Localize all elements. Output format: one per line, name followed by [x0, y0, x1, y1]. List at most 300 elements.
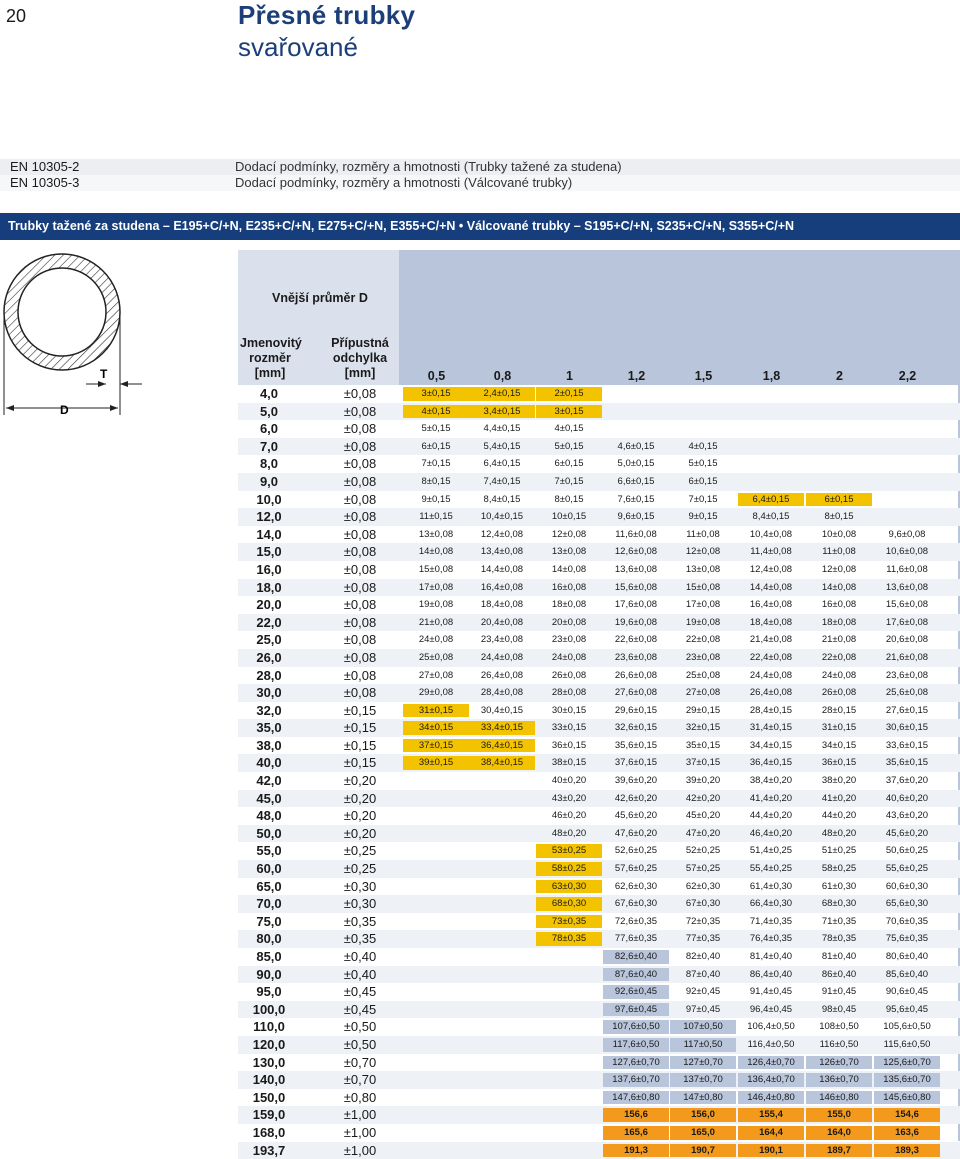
- inner-diameter-cell: 155,4: [738, 1108, 804, 1122]
- tolerance-value: ±0,25: [343, 861, 377, 877]
- inner-diameter-cell: 7,6±0,15: [617, 493, 655, 505]
- nominal-size: 55,0: [256, 843, 282, 859]
- inner-diameter-cell: 66,4±0,30: [749, 898, 793, 910]
- inner-diameter-cell: 51,4±0,25: [749, 845, 793, 857]
- nominal-size: 130,0: [252, 1054, 286, 1070]
- inner-diameter-cell: 72,6±0,35: [614, 915, 658, 927]
- tolerance-value: ±0,20: [343, 790, 377, 806]
- nominal-size: 150,0: [252, 1089, 286, 1105]
- inner-diameter-cell: 60,6±0,30: [885, 880, 929, 892]
- inner-diameter-cell: 32±0,15: [685, 722, 721, 734]
- inner-diameter-cell: 92±0,45: [685, 986, 721, 998]
- inner-diameter-cell: 6±0,15: [806, 493, 872, 507]
- table-row: [238, 614, 960, 632]
- inner-diameter-cell: 136,4±0,70: [738, 1073, 804, 1087]
- inner-diameter-cell: 145,6±0,80: [874, 1091, 940, 1105]
- nominal-size: 22,0: [256, 614, 282, 630]
- inner-diameter-cell: 27,6±0,08: [614, 687, 658, 699]
- inner-diameter-cell: 14,4±0,08: [480, 563, 524, 575]
- page-subtitle: svařované: [238, 32, 358, 62]
- inner-diameter-cell: 57±0,25: [685, 863, 721, 875]
- nominal-size: 38,0: [256, 737, 282, 753]
- inner-diameter-cell: 13±0,08: [685, 563, 721, 575]
- inner-diameter-cell: 12±0,08: [685, 546, 721, 558]
- nominal-size: 7,0: [259, 438, 279, 454]
- tolerance-value: ±0,08: [343, 632, 377, 648]
- inner-diameter-cell: 8,4±0,15: [483, 493, 521, 505]
- inner-diameter-cell: 9,6±0,08: [888, 528, 926, 540]
- inner-diameter-cell: 108±0,50: [819, 1021, 859, 1033]
- inner-diameter-cell: 32,6±0,15: [614, 722, 658, 734]
- inner-diameter-cell: 8±0,15: [554, 493, 584, 505]
- inner-diameter-cell: 77±0,35: [685, 933, 721, 945]
- table-row: [238, 684, 960, 702]
- tolerance-value: ±0,08: [343, 386, 377, 401]
- inner-diameter-cell: 127±0,70: [670, 1056, 736, 1070]
- inner-diameter-cell: 90,6±0,45: [885, 986, 929, 998]
- tolerance-value: ±0,20: [343, 825, 377, 841]
- inner-diameter-cell: 9±0,15: [421, 493, 451, 505]
- nominal-size: 5,0: [259, 403, 279, 419]
- inner-diameter-cell: 42,6±0,20: [614, 792, 658, 804]
- inner-diameter-cell: 27,6±0,15: [885, 704, 929, 716]
- inner-diameter-cell: 35,6±0,15: [885, 757, 929, 769]
- inner-diameter-cell: 147,6±0,80: [603, 1091, 669, 1105]
- inner-diameter-cell: 107,6±0,50: [603, 1020, 669, 1034]
- inner-diameter-cell: 117,6±0,50: [603, 1038, 669, 1052]
- inner-diameter-cell: 71,4±0,35: [749, 915, 793, 927]
- standard-row: [0, 159, 960, 175]
- nominal-size: 15,0: [256, 544, 282, 560]
- inner-diameter-cell: 13±0,08: [551, 546, 587, 558]
- inner-diameter-cell: 126,4±0,70: [738, 1056, 804, 1070]
- inner-diameter-cell: 22±0,08: [821, 651, 857, 663]
- nominal-size: 16,0: [256, 561, 282, 577]
- inner-diameter-cell: 21±0,08: [418, 616, 454, 628]
- inner-diameter-cell: 63±0,30: [536, 880, 602, 894]
- nominal-size: 18,0: [256, 579, 282, 595]
- tolerance-value: ±0,50: [343, 1036, 377, 1052]
- inner-diameter-cell: 10±0,08: [821, 528, 857, 540]
- inner-diameter-cell: 35,6±0,15: [614, 739, 658, 751]
- inner-diameter-cell: 14±0,08: [551, 563, 587, 575]
- inner-diameter-cell: 165,6: [603, 1126, 669, 1140]
- inner-diameter-cell: 190,1: [738, 1144, 804, 1158]
- tolerance-value: ±0,40: [343, 949, 377, 964]
- inner-diameter-cell: 33,4±0,15: [469, 721, 535, 735]
- tolerance-value: ±0,08: [343, 438, 377, 454]
- inner-diameter-cell: 22±0,08: [685, 634, 721, 646]
- inner-diameter-cell: 29±0,15: [685, 704, 721, 716]
- table-row: [238, 895, 960, 913]
- table-row: [238, 526, 960, 544]
- inner-diameter-cell: 7±0,15: [554, 475, 584, 487]
- table-row: [238, 930, 960, 948]
- tolerance-value: ±1,00: [343, 1124, 377, 1140]
- inner-diameter-cell: 8±0,15: [824, 511, 854, 523]
- inner-diameter-cell: 44,4±0,20: [749, 810, 793, 822]
- inner-diameter-cell: 24±0,08: [418, 634, 454, 646]
- dimension-table: [238, 385, 960, 1159]
- table-row: [238, 473, 960, 491]
- inner-diameter-cell: 24±0,08: [821, 669, 857, 681]
- inner-diameter-cell: 23,4±0,08: [480, 634, 524, 646]
- tolerance-value: ±0,15: [343, 702, 377, 718]
- inner-diameter-cell: 87±0,40: [685, 968, 721, 980]
- tolerance-value: ±0,08: [343, 544, 377, 560]
- column-header-tolerance: Přípustná odchylka [mm]: [331, 336, 389, 380]
- standard-code: EN 10305-2: [10, 159, 80, 174]
- inner-diameter-cell: 10,6±0,08: [885, 546, 929, 558]
- inner-diameter-cell: 19±0,08: [418, 599, 454, 611]
- inner-diameter-cell: 14±0,08: [821, 581, 857, 593]
- tolerance-value: ±0,40: [343, 966, 377, 982]
- nominal-size: 80,0: [256, 931, 282, 947]
- inner-diameter-cell: 34±0,15: [403, 721, 469, 735]
- inner-diameter-cell: 68±0,30: [536, 897, 602, 911]
- inner-diameter-cell: 28±0,15: [821, 704, 857, 716]
- inner-diameter-cell: 6,4±0,15: [738, 493, 804, 507]
- standard-row: [0, 175, 960, 191]
- inner-diameter-cell: 52±0,25: [685, 845, 721, 857]
- inner-diameter-cell: 45,6±0,20: [614, 810, 658, 822]
- inner-diameter-cell: 17,6±0,08: [614, 599, 658, 611]
- table-row: [238, 420, 960, 438]
- inner-diameter-cell: 17±0,08: [418, 581, 454, 593]
- inner-diameter-cell: 164,0: [806, 1126, 872, 1140]
- inner-diameter-cell: 67±0,30: [685, 898, 721, 910]
- inner-diameter-cell: 18±0,08: [551, 599, 587, 611]
- inner-diameter-cell: 6±0,15: [554, 458, 584, 470]
- inner-diameter-cell: 31±0,15: [403, 704, 469, 718]
- inner-diameter-cell: 75,6±0,35: [885, 933, 929, 945]
- tolerance-value: ±0,20: [343, 808, 377, 824]
- nominal-size: 30,0: [256, 685, 282, 701]
- tolerance-value: ±0,08: [343, 561, 377, 577]
- inner-diameter-cell: 26±0,08: [551, 669, 587, 681]
- inner-diameter-cell: 189,7: [806, 1144, 872, 1158]
- tolerance-value: ±0,20: [343, 773, 377, 789]
- inner-diameter-cell: 8±0,15: [421, 475, 451, 487]
- tube-cross-section-diagram: [0, 250, 150, 425]
- nominal-size: 6,0: [259, 421, 279, 437]
- table-row: [238, 983, 960, 1001]
- inner-diameter-cell: 78±0,35: [536, 932, 602, 946]
- inner-diameter-cell: 51±0,25: [821, 845, 857, 857]
- table-row: [238, 403, 960, 421]
- standard-code: EN 10305-3: [10, 175, 80, 190]
- inner-diameter-cell: 6±0,15: [688, 475, 718, 487]
- nominal-size: 75,0: [256, 913, 282, 929]
- tolerance-value: ±0,08: [343, 649, 377, 665]
- table-row: [238, 667, 960, 685]
- inner-diameter-cell: 12±0,08: [551, 528, 587, 540]
- inner-diameter-cell: 61,4±0,30: [749, 880, 793, 892]
- tolerance-value: ±0,30: [343, 896, 377, 912]
- inner-diameter-cell: 48±0,20: [551, 827, 587, 839]
- inner-diameter-cell: 10,4±0,08: [749, 528, 793, 540]
- inner-diameter-cell: 91±0,45: [821, 986, 857, 998]
- table-row: [238, 649, 960, 667]
- inner-diameter-cell: 12,4±0,08: [749, 563, 793, 575]
- inner-diameter-cell: 27±0,08: [685, 687, 721, 699]
- inner-diameter-cell: 22,4±0,08: [749, 651, 793, 663]
- nominal-size: 90,0: [256, 966, 282, 982]
- inner-diameter-cell: 67,6±0,30: [614, 898, 658, 910]
- inner-diameter-cell: 55,6±0,25: [885, 863, 929, 875]
- nominal-size: 110,0: [253, 1019, 285, 1035]
- tolerance-value: ±0,08: [343, 579, 377, 595]
- inner-diameter-cell: 29±0,08: [418, 687, 454, 699]
- tolerance-value: ±0,08: [343, 473, 377, 489]
- inner-diameter-cell: 137,6±0,70: [603, 1073, 669, 1087]
- inner-diameter-cell: 28,4±0,08: [480, 687, 524, 699]
- inner-diameter-cell: 147±0,80: [670, 1091, 736, 1105]
- wall-thickness-header: 2,2: [898, 369, 917, 383]
- inner-diameter-cell: 12,6±0,08: [614, 546, 658, 558]
- tolerance-value: ±0,15: [343, 737, 377, 753]
- wall-thickness-header: 1: [566, 369, 573, 383]
- table-row: [238, 1036, 960, 1054]
- inner-diameter-cell: 126±0,70: [806, 1056, 872, 1070]
- table-row: [238, 719, 960, 737]
- inner-diameter-cell: 24,4±0,08: [749, 669, 793, 681]
- table-row: [238, 1071, 960, 1089]
- nominal-size: 40,0: [256, 755, 282, 771]
- nominal-size: 140,0: [252, 1072, 286, 1088]
- material-banner: Trubky tažené za studena – E195+C/+N, E235+C/+N, E275+C/+N, E355+C/+N • Válcované trubky – S195+C/+N, S235+C/+N, S355+C/+N: [0, 213, 960, 240]
- table-row: [238, 772, 960, 790]
- inner-diameter-cell: 78±0,35: [821, 933, 857, 945]
- inner-diameter-cell: 52,6±0,25: [614, 845, 658, 857]
- table-row: [238, 508, 960, 526]
- nominal-size: 45,0: [256, 790, 282, 806]
- inner-diameter-cell: 41,4±0,20: [749, 792, 793, 804]
- tolerance-value: ±0,15: [343, 720, 377, 736]
- inner-diameter-cell: 14±0,08: [418, 546, 454, 558]
- inner-diameter-cell: 7±0,15: [688, 493, 718, 505]
- inner-diameter-cell: 33±0,15: [551, 722, 587, 734]
- tolerance-value: ±0,08: [343, 509, 377, 525]
- inner-diameter-cell: 16±0,08: [821, 599, 857, 611]
- inner-diameter-cell: 38,4±0,20: [749, 775, 793, 787]
- nominal-size: 35,0: [256, 720, 282, 736]
- inner-diameter-cell: 2,4±0,15: [469, 387, 535, 401]
- inner-diameter-cell: 70,6±0,35: [885, 915, 929, 927]
- inner-diameter-cell: 37,6±0,20: [885, 775, 929, 787]
- inner-diameter-cell: 38±0,20: [821, 775, 857, 787]
- inner-diameter-cell: 81±0,40: [821, 951, 857, 962]
- inner-diameter-cell: 165,0: [670, 1126, 736, 1140]
- inner-diameter-cell: 40±0,20: [551, 775, 587, 787]
- nominal-size: 159,0: [252, 1107, 286, 1123]
- inner-diameter-cell: 9,6±0,15: [617, 511, 655, 523]
- nominal-size: 9,0: [259, 473, 279, 489]
- tolerance-value: ±0,08: [343, 597, 377, 613]
- inner-diameter-cell: 116,4±0,50: [747, 1038, 795, 1050]
- inner-diameter-cell: 57,6±0,25: [614, 863, 658, 875]
- table-row: [238, 842, 960, 860]
- inner-diameter-cell: 4±0,15: [688, 440, 718, 452]
- inner-diameter-cell: 5,0±0,15: [617, 458, 655, 470]
- inner-diameter-cell: 44±0,20: [821, 810, 857, 822]
- inner-diameter-cell: 72±0,35: [685, 915, 721, 927]
- inner-diameter-cell: 87,6±0,40: [603, 968, 669, 982]
- inner-diameter-cell: 22,6±0,08: [614, 634, 658, 646]
- tolerance-value: ±0,70: [343, 1072, 377, 1088]
- inner-diameter-cell: 21,6±0,08: [885, 651, 929, 663]
- table-row: [238, 807, 960, 825]
- inner-diameter-cell: 95,6±0,45: [885, 1003, 929, 1015]
- tolerance-value: ±0,50: [343, 1019, 377, 1035]
- inner-diameter-cell: 16,4±0,08: [480, 581, 524, 593]
- inner-diameter-cell: 4,6±0,15: [617, 440, 655, 452]
- inner-diameter-cell: 46±0,20: [551, 810, 587, 822]
- inner-diameter-cell: 7,4±0,15: [483, 475, 521, 487]
- nominal-size: 4,0: [259, 386, 279, 401]
- inner-diameter-cell: 30,6±0,15: [885, 722, 929, 734]
- tolerance-value: ±0,08: [343, 685, 377, 701]
- inner-diameter-cell: 85,6±0,40: [885, 968, 929, 980]
- tolerance-value: ±0,08: [343, 456, 377, 472]
- tube-bore-shape: [18, 268, 106, 356]
- page-title: Přesné trubky: [238, 0, 416, 30]
- inner-diameter-cell: 37±0,15: [685, 757, 721, 769]
- tolerance-value: ±0,08: [343, 421, 377, 437]
- inner-diameter-cell: 31,4±0,15: [749, 722, 793, 734]
- table-row: [238, 385, 960, 403]
- tolerance-value: ±0,08: [343, 526, 377, 542]
- wall-thickness-header: 2: [836, 369, 843, 383]
- inner-diameter-cell: 33,6±0,15: [885, 739, 929, 751]
- inner-diameter-cell: 4±0,15: [554, 423, 584, 435]
- inner-diameter-cell: 82,6±0,40: [603, 950, 669, 964]
- inner-diameter-cell: 86,4±0,40: [749, 968, 793, 980]
- standard-description: Dodací podmínky, rozměry a hmotnosti (Válcované trubky): [235, 175, 573, 190]
- inner-diameter-cell: 92,6±0,45: [603, 985, 669, 999]
- inner-diameter-cell: 86±0,40: [821, 968, 857, 980]
- inner-diameter-cell: 156,0: [670, 1108, 736, 1122]
- inner-diameter-cell: 73±0,35: [536, 915, 602, 929]
- inner-diameter-cell: 71±0,35: [821, 915, 857, 927]
- inner-diameter-cell: 36,4±0,15: [469, 739, 535, 753]
- inner-diameter-cell: 91,4±0,45: [749, 986, 793, 998]
- inner-diameter-cell: 2±0,15: [536, 387, 602, 401]
- inner-diameter-cell: 30,4±0,15: [480, 704, 524, 716]
- nominal-size: 50,0: [256, 825, 282, 841]
- inner-diameter-cell: 6,4±0,15: [483, 458, 521, 470]
- inner-diameter-cell: 23±0,08: [685, 651, 721, 663]
- nominal-size: 193,7: [252, 1142, 286, 1158]
- tolerance-value: ±0,15: [343, 755, 377, 771]
- inner-diameter-cell: 3,4±0,15: [469, 405, 535, 419]
- inner-diameter-cell: 28±0,08: [551, 687, 587, 699]
- inner-diameter-cell: 39±0,20: [685, 775, 721, 787]
- inner-diameter-cell: 21,4±0,08: [749, 634, 793, 646]
- inner-diameter-cell: 21±0,08: [821, 634, 857, 646]
- inner-diameter-cell: 27±0,08: [418, 669, 454, 681]
- inner-diameter-cell: 37±0,15: [403, 739, 469, 753]
- inner-diameter-cell: 25±0,08: [685, 669, 721, 681]
- inner-diameter-cell: 191,3: [603, 1144, 669, 1158]
- table-row: [238, 913, 960, 931]
- table-row: [238, 1089, 960, 1107]
- inner-diameter-cell: 13,4±0,08: [480, 546, 524, 558]
- inner-diameter-cell: 20±0,08: [551, 616, 587, 628]
- column-header-nominal: Jmenovitý rozměr [mm]: [240, 336, 302, 380]
- tolerance-value: ±1,00: [343, 1107, 377, 1123]
- table-row: [238, 825, 960, 843]
- inner-diameter-cell: 23±0,08: [551, 634, 587, 646]
- inner-diameter-cell: 30±0,15: [551, 704, 587, 716]
- table-row: [238, 438, 960, 456]
- nominal-size: 100,0: [252, 1001, 286, 1017]
- table-row: [238, 596, 960, 614]
- inner-diameter-cell: 36,4±0,15: [749, 757, 793, 769]
- inner-diameter-cell: 96,4±0,45: [749, 1003, 793, 1015]
- inner-diameter-cell: 5,4±0,15: [483, 440, 521, 452]
- inner-diameter-cell: 18,4±0,08: [749, 616, 793, 628]
- inner-diameter-cell: 146±0,80: [806, 1091, 872, 1105]
- inner-diameter-cell: 50,6±0,25: [885, 845, 929, 857]
- inner-diameter-cell: 34±0,15: [821, 739, 857, 751]
- inner-diameter-cell: 81,4±0,40: [749, 951, 793, 962]
- inner-diameter-cell: 82±0,40: [685, 951, 721, 962]
- inner-diameter-cell: 7±0,15: [421, 458, 451, 470]
- table-row: [238, 860, 960, 878]
- nominal-size: 10,0: [256, 491, 282, 507]
- inner-diameter-cell: 47,6±0,20: [614, 827, 658, 839]
- tolerance-value: ±0,08: [343, 614, 377, 630]
- inner-diameter-cell: 42±0,20: [685, 792, 721, 804]
- tolerance-value: ±0,45: [343, 984, 377, 1000]
- nominal-size: 32,0: [256, 702, 282, 718]
- nominal-size: 120,0: [252, 1036, 286, 1052]
- tolerance-value: ±0,08: [343, 491, 377, 507]
- inner-diameter-cell: 3±0,15: [403, 387, 469, 401]
- nominal-size: 12,0: [256, 509, 282, 525]
- inner-diameter-cell: 14,4±0,08: [749, 581, 793, 593]
- inner-diameter-cell: 189,3: [874, 1144, 940, 1158]
- inner-diameter-cell: 11±0,08: [822, 546, 856, 558]
- table-row: [238, 1001, 960, 1019]
- table-row: [238, 948, 960, 966]
- nominal-size: 42,0: [256, 773, 282, 789]
- inner-diameter-cell: 146,4±0,80: [738, 1091, 804, 1105]
- nominal-size: 14,0: [256, 526, 282, 542]
- inner-diameter-cell: 4,4±0,15: [483, 423, 521, 435]
- inner-diameter-cell: 39±0,15: [403, 756, 469, 770]
- inner-diameter-cell: 35±0,15: [685, 739, 721, 751]
- inner-diameter-cell: 26,4±0,08: [480, 669, 524, 681]
- inner-diameter-cell: 5±0,15: [421, 423, 451, 435]
- tolerance-value: ±0,25: [343, 843, 377, 859]
- inner-diameter-cell: 11,4±0,08: [750, 546, 792, 558]
- inner-diameter-cell: 127,6±0,70: [603, 1056, 669, 1070]
- table-row: [238, 1142, 960, 1159]
- nominal-size: 70,0: [256, 896, 282, 912]
- inner-diameter-cell: 43,6±0,20: [885, 810, 929, 822]
- nominal-size: 25,0: [256, 632, 282, 648]
- table-row: [238, 631, 960, 649]
- inner-diameter-cell: 24,4±0,08: [480, 651, 524, 663]
- inner-diameter-cell: 37,6±0,15: [614, 757, 658, 769]
- wall-thickness-header: 1,2: [627, 369, 646, 383]
- inner-diameter-cell: 116±0,50: [819, 1038, 859, 1050]
- inner-diameter-cell: 38±0,15: [551, 757, 587, 769]
- inner-diameter-cell: 15,6±0,08: [885, 599, 929, 611]
- inner-diameter-cell: 6±0,15: [421, 440, 451, 452]
